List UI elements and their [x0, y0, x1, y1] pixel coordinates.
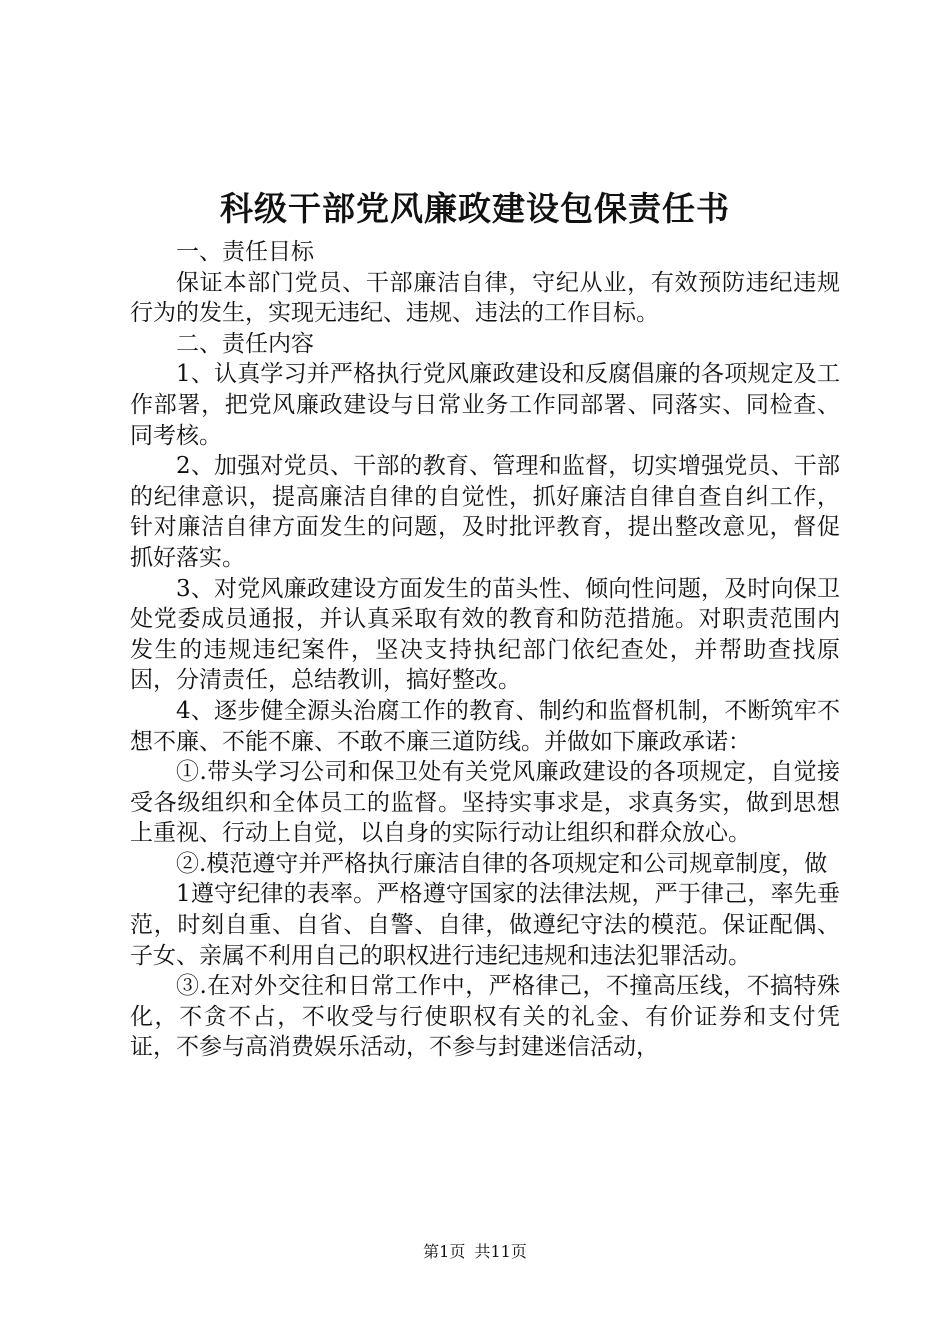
paragraph-item-2: 2、加强对党员、干部的教育、管理和监督，切实增强党员、干部的纪律意识，提高廉洁自律的自觉性，抓好廉洁自律自查自纠工作，针对廉洁自律方面发生的问题，及时批评教育，提出整改意见，督促抓好落实。	[130, 453, 840, 571]
paragraph-item-1: 1、认真学习并严格执行党风廉政建设和反腐倡廉的各项规定及工作部署，把党风廉政建设与日常业务工作同部署、同落实、同检查、同考核。	[130, 361, 840, 449]
paragraph-pledge-1: ①.带头学习公司和保卫处有关党风廉政建设的各项规定，自觉接受各级组织和全体员工的监督。坚持实事求是，求真务实，做到思想上重视、行动上自觉，以自身的实际行动让组织和群众放心。	[130, 759, 840, 847]
paragraph-item-4: 4、逐步健全源头治腐工作的教育、制约和监督机制，不断筑牢不想不廉、不能不廉、不敢不廉三道防线。并做如下廉政承诺：	[130, 697, 840, 755]
paragraph-item-3: 3、对党风廉政建设方面发生的苗头性、倾向性问题，及时向保卫处党委成员通报，并认真采取有效的教育和防范措施。对职责范围内发生的违规违纪案件，坚决支持执纪部门依纪查处，并帮助查找原因，分清责任，总结教训，搞好整改。	[130, 575, 840, 694]
paragraph-pledge-3: ③.在对外交往和日常工作中，严格律己，不撞高压线，不搞特殊化，不贪不占，不收受与行使职权有关的礼金、有价证券和支付凭证，不参与高消费娱乐活动，不参与封建迷信活动，	[130, 973, 840, 1061]
page-total: 共11页	[474, 1242, 527, 1261]
page-footer	[0, 1240, 950, 1264]
document-title: 科级干部党风廉政建设包保责任书	[220, 189, 730, 228]
section-heading-content: 二、责任内容	[176, 330, 314, 357]
paragraph-pledge-2-cont: 1遵守纪律的表率。严格遵守国家的法律法规，严于律己，率先垂范，时刻自重、自省、自警、自律，做遵纪守法的模范。保证配偶、子女、亲属不利用自己的职权进行违纪违规和违法犯罪活动。	[130, 881, 840, 969]
section-heading-goal: 一、责任目标	[176, 239, 314, 265]
document-body	[130, 237, 840, 1063]
paragraph-goal: 保证本部门党员、干部廉洁自律，守纪从业，有效预防违纪违规行为的发生，实现无违纪、违规、违法的工作目标。	[130, 269, 840, 327]
paragraph-pledge-2: ②.模范遵守并严格执行廉洁自律的各项规定和公司规章制度，做	[176, 850, 828, 877]
page-number: 第1页	[423, 1242, 466, 1261]
